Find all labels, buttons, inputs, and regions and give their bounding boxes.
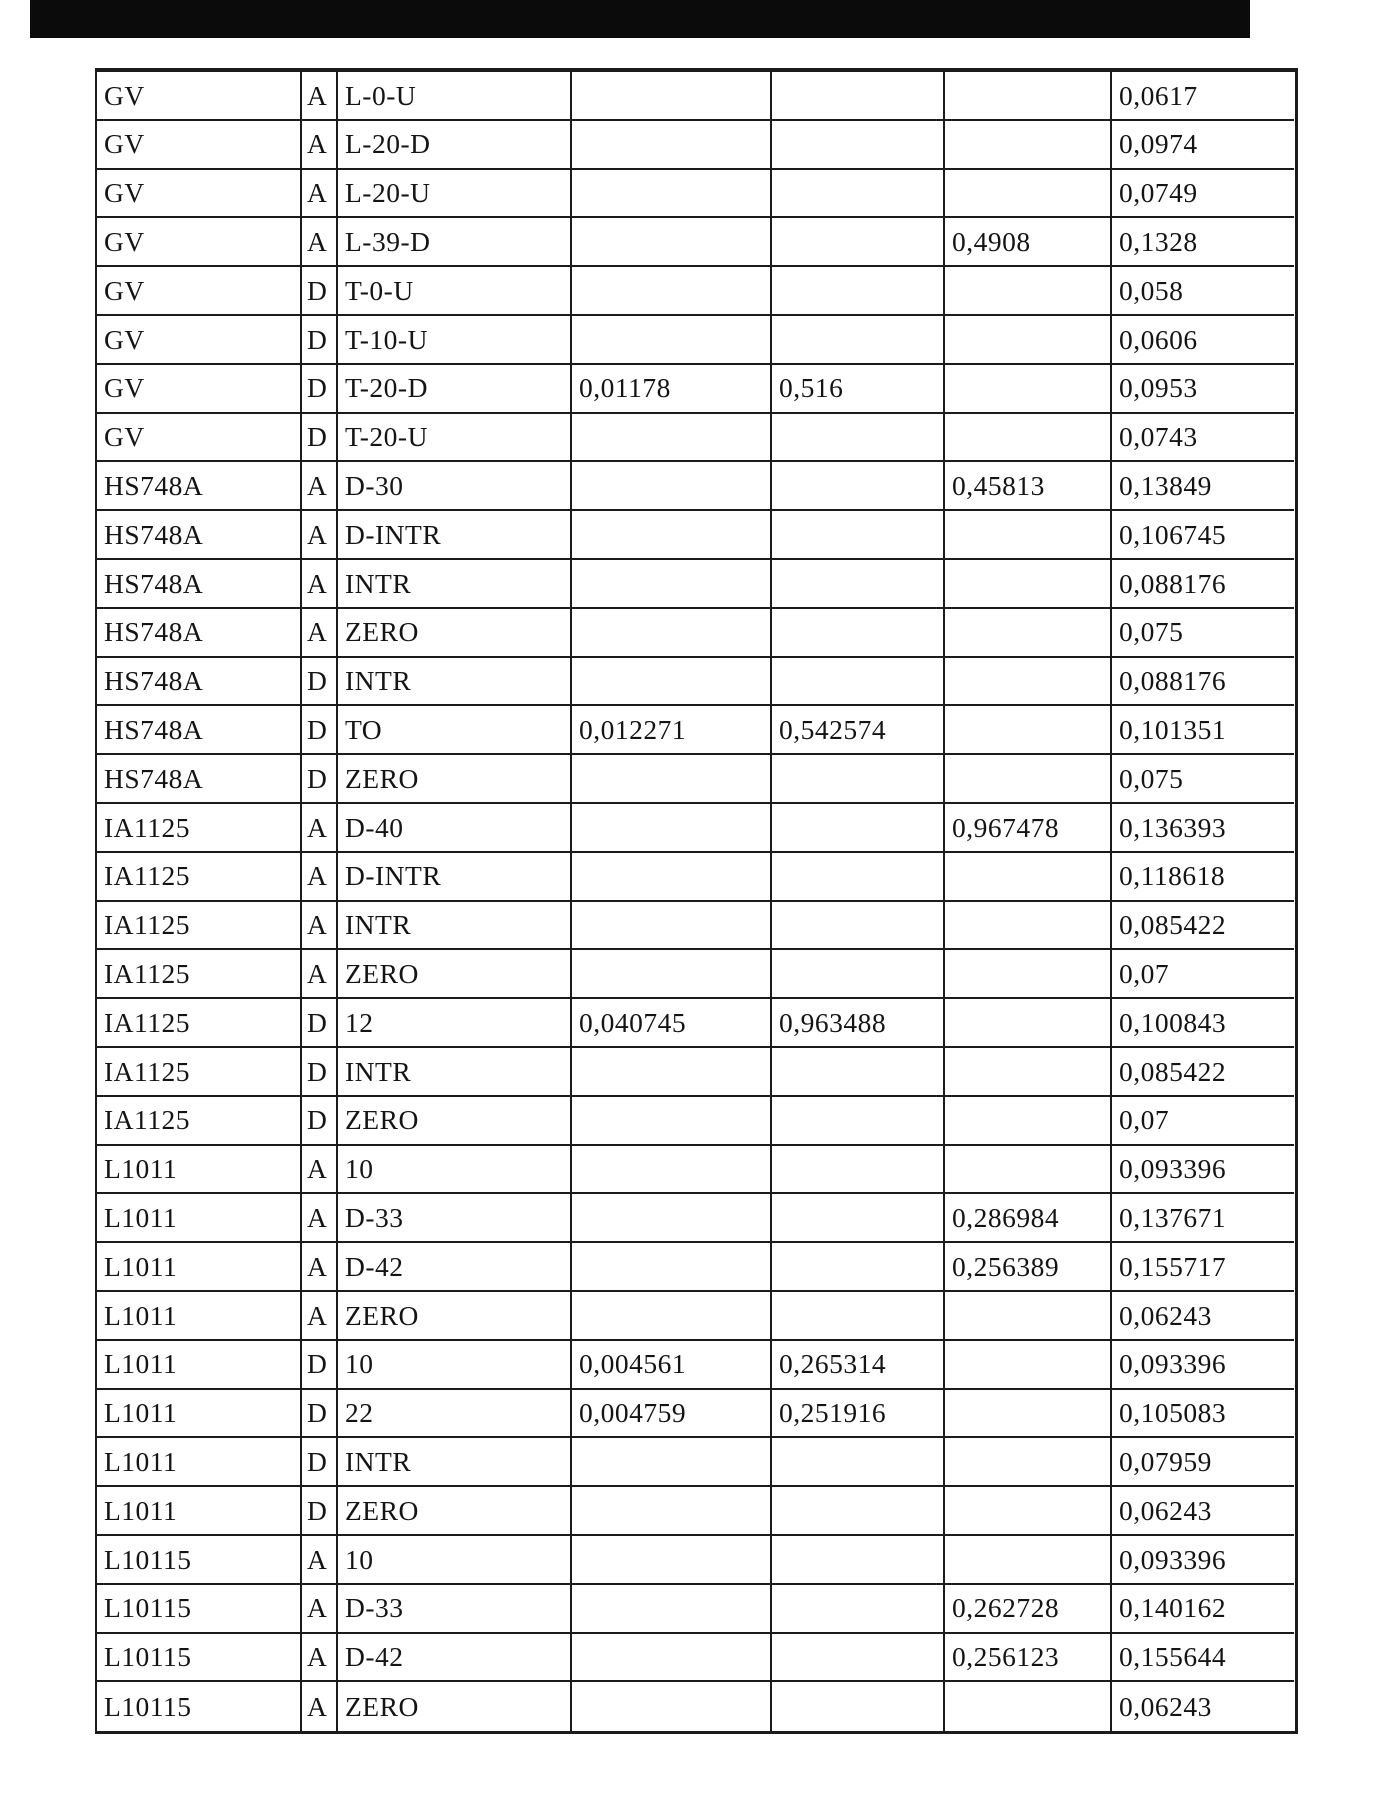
table-cell-value-2: 0,516 <box>772 365 945 414</box>
table-cell-value-1 <box>572 755 772 804</box>
table-cell-value-1 <box>572 560 772 609</box>
table-row <box>97 853 1295 902</box>
table-cell-value-3 <box>945 999 1112 1048</box>
table-cell-value-1 <box>572 121 772 170</box>
table-cell-value-2 <box>772 1585 945 1634</box>
table-cell-aircraft-type: L1011 <box>97 1438 302 1487</box>
table-cell-phase: A <box>302 902 338 951</box>
table-cell-value-3 <box>945 560 1112 609</box>
table-cell-value-4: 0,07 <box>1112 950 1294 999</box>
table-cell-configuration: ZERO <box>338 1292 572 1341</box>
table-cell-configuration: D-40 <box>338 804 572 853</box>
table-cell-value-2: 0,542574 <box>772 706 945 755</box>
table-cell-aircraft-type: HS748A <box>97 511 302 560</box>
table-row <box>97 1341 1295 1390</box>
table-cell-value-1 <box>572 1243 772 1292</box>
table-cell-value-4: 0,075 <box>1112 609 1294 658</box>
table-cell-phase: A <box>302 121 338 170</box>
table-cell-value-2 <box>772 1097 945 1146</box>
scanner-artifact-bar <box>30 0 1250 38</box>
table-row <box>97 365 1295 414</box>
table-cell-configuration: ZERO <box>338 1097 572 1146</box>
table-row <box>97 1438 1295 1487</box>
table-cell-value-1 <box>572 853 772 902</box>
table-cell-value-2 <box>772 267 945 316</box>
table-cell-phase: A <box>302 560 338 609</box>
table-cell-phase: A <box>302 462 338 511</box>
table-cell-value-3 <box>945 316 1112 365</box>
table-cell-aircraft-type: HS748A <box>97 462 302 511</box>
table-cell-phase: A <box>302 218 338 267</box>
table-cell-value-4: 0,0743 <box>1112 414 1294 463</box>
table-cell-configuration: 12 <box>338 999 572 1048</box>
table-cell-value-4: 0,101351 <box>1112 706 1294 755</box>
table-cell-value-3: 0,4908 <box>945 218 1112 267</box>
table-cell-configuration: L-0-U <box>338 72 572 121</box>
table-cell-value-3 <box>945 1341 1112 1390</box>
table-cell-configuration: D-42 <box>338 1634 572 1683</box>
table-cell-phase: A <box>302 170 338 219</box>
table-cell-value-3 <box>945 1438 1112 1487</box>
table-cell-value-3 <box>945 950 1112 999</box>
table-cell-aircraft-type: L1011 <box>97 1292 302 1341</box>
table-cell-aircraft-type: GV <box>97 267 302 316</box>
table-cell-value-4: 0,118618 <box>1112 853 1294 902</box>
table-cell-value-4: 0,088176 <box>1112 560 1294 609</box>
table-cell-value-4: 0,093396 <box>1112 1341 1294 1390</box>
table-cell-phase: D <box>302 999 338 1048</box>
table-cell-value-3: 0,286984 <box>945 1194 1112 1243</box>
table-row <box>97 267 1295 316</box>
table-cell-value-4: 0,100843 <box>1112 999 1294 1048</box>
table-cell-value-4: 0,075 <box>1112 755 1294 804</box>
table-cell-value-4: 0,0974 <box>1112 121 1294 170</box>
table-cell-value-3 <box>945 1097 1112 1146</box>
table-cell-value-3 <box>945 267 1112 316</box>
table-cell-phase: A <box>302 72 338 121</box>
table-cell-value-4: 0,106745 <box>1112 511 1294 560</box>
table-cell-value-3 <box>945 1146 1112 1195</box>
table-cell-value-2 <box>772 1194 945 1243</box>
table-cell-value-3: 0,45813 <box>945 462 1112 511</box>
table-cell-value-1 <box>572 1487 772 1536</box>
table-cell-value-3 <box>945 1292 1112 1341</box>
table-cell-value-2 <box>772 414 945 463</box>
table-cell-value-3 <box>945 658 1112 707</box>
table-cell-aircraft-type: L10115 <box>97 1536 302 1585</box>
table-cell-phase: D <box>302 1487 338 1536</box>
table-cell-value-1 <box>572 414 772 463</box>
table-cell-value-2 <box>772 462 945 511</box>
table-cell-phase: A <box>302 1634 338 1683</box>
table-row <box>97 1194 1295 1243</box>
table-cell-configuration: INTR <box>338 560 572 609</box>
table-cell-configuration: T-20-U <box>338 414 572 463</box>
table-cell-configuration: L-39-D <box>338 218 572 267</box>
table-row <box>97 511 1295 560</box>
table-cell-aircraft-type: GV <box>97 365 302 414</box>
table-cell-value-2 <box>772 1292 945 1341</box>
table-cell-aircraft-type: IA1125 <box>97 804 302 853</box>
table-cell-value-1 <box>572 218 772 267</box>
table-cell-configuration: D-INTR <box>338 511 572 560</box>
table-cell-value-1 <box>572 511 772 560</box>
table-cell-aircraft-type: GV <box>97 121 302 170</box>
table-cell-value-2 <box>772 1146 945 1195</box>
table-row <box>97 121 1295 170</box>
table-cell-aircraft-type: L1011 <box>97 1341 302 1390</box>
table-cell-aircraft-type: IA1125 <box>97 1097 302 1146</box>
table-cell-phase: D <box>302 1341 338 1390</box>
table-cell-value-2 <box>772 121 945 170</box>
table-row <box>97 804 1295 853</box>
table-cell-value-2 <box>772 511 945 560</box>
table-cell-value-2 <box>772 755 945 804</box>
table-cell-aircraft-type: GV <box>97 218 302 267</box>
table-cell-value-2 <box>772 658 945 707</box>
table-cell-value-1 <box>572 170 772 219</box>
table-row <box>97 1390 1295 1439</box>
table-cell-configuration: ZERO <box>338 755 572 804</box>
table-row <box>97 609 1295 658</box>
table-cell-value-4: 0,07959 <box>1112 1438 1294 1487</box>
table-cell-phase: A <box>302 1682 338 1731</box>
table-cell-value-4: 0,155717 <box>1112 1243 1294 1292</box>
table-cell-aircraft-type: L1011 <box>97 1146 302 1195</box>
table-cell-value-3 <box>945 1682 1112 1731</box>
table-cell-phase: D <box>302 1097 338 1146</box>
table-cell-value-2 <box>772 1487 945 1536</box>
table-cell-phase: D <box>302 658 338 707</box>
table-cell-phase: A <box>302 609 338 658</box>
table-cell-value-1: 0,01178 <box>572 365 772 414</box>
table-cell-phase: D <box>302 316 338 365</box>
table-cell-aircraft-type: HS748A <box>97 609 302 658</box>
table-cell-value-2: 0,963488 <box>772 999 945 1048</box>
table-row <box>97 1292 1295 1341</box>
table-cell-value-3 <box>945 121 1112 170</box>
table-cell-value-1 <box>572 658 772 707</box>
table-cell-value-2 <box>772 853 945 902</box>
table-row <box>97 170 1295 219</box>
data-table <box>95 68 1298 1734</box>
table-cell-value-3 <box>945 1536 1112 1585</box>
table-cell-value-3: 0,967478 <box>945 804 1112 853</box>
table-cell-value-1 <box>572 1146 772 1195</box>
table-cell-configuration: INTR <box>338 658 572 707</box>
table-cell-value-2 <box>772 950 945 999</box>
table-cell-value-3 <box>945 414 1112 463</box>
table-cell-aircraft-type: GV <box>97 414 302 463</box>
table-cell-value-3 <box>945 365 1112 414</box>
table-cell-aircraft-type: HS748A <box>97 755 302 804</box>
table-cell-value-2 <box>772 804 945 853</box>
table-cell-value-2 <box>772 1243 945 1292</box>
table-cell-value-1 <box>572 462 772 511</box>
table-row <box>97 414 1295 463</box>
table-cell-value-4: 0,093396 <box>1112 1146 1294 1195</box>
table-cell-configuration: 10 <box>338 1536 572 1585</box>
table-cell-value-1 <box>572 1097 772 1146</box>
table-row <box>97 1536 1295 1585</box>
table-cell-value-4: 0,140162 <box>1112 1585 1294 1634</box>
table-cell-value-2 <box>772 170 945 219</box>
table-cell-value-2 <box>772 902 945 951</box>
table-cell-value-4: 0,0617 <box>1112 72 1294 121</box>
table-cell-configuration: INTR <box>338 902 572 951</box>
table-cell-value-4: 0,0606 <box>1112 316 1294 365</box>
table-cell-phase: A <box>302 511 338 560</box>
table-cell-aircraft-type: L1011 <box>97 1390 302 1439</box>
table-cell-value-1 <box>572 316 772 365</box>
table-cell-configuration: ZERO <box>338 1682 572 1731</box>
table-cell-value-4: 0,085422 <box>1112 902 1294 951</box>
table-cell-value-3 <box>945 609 1112 658</box>
table-cell-phase: A <box>302 853 338 902</box>
table-cell-value-3 <box>945 72 1112 121</box>
table-cell-phase: D <box>302 1390 338 1439</box>
table-cell-phase: D <box>302 414 338 463</box>
table-row <box>97 999 1295 1048</box>
table-cell-aircraft-type: L10115 <box>97 1634 302 1683</box>
table-cell-value-1 <box>572 609 772 658</box>
table-cell-value-4: 0,06243 <box>1112 1292 1294 1341</box>
table-row <box>97 950 1295 999</box>
table-row <box>97 1243 1295 1292</box>
table-cell-value-4: 0,058 <box>1112 267 1294 316</box>
table-cell-value-4: 0,06243 <box>1119 1690 1212 1722</box>
table-row <box>97 1048 1295 1097</box>
table-row <box>97 72 1295 121</box>
table-row <box>97 218 1295 267</box>
table-cell-value-2 <box>772 1438 945 1487</box>
table-cell-value-3: 0,262728 <box>945 1585 1112 1634</box>
table-cell-aircraft-type: IA1125 <box>97 902 302 951</box>
table-cell-value-1: 0,004759 <box>572 1390 772 1439</box>
table-cell-phase: D <box>302 365 338 414</box>
table-cell-configuration: 10 <box>338 1146 572 1195</box>
table-cell-configuration: T-0-U <box>338 267 572 316</box>
table-cell-phase: A <box>302 950 338 999</box>
table-cell-configuration: T-20-D <box>338 365 572 414</box>
table-cell-configuration: D-42 <box>338 1243 572 1292</box>
table-cell-value-4: 0,093396 <box>1112 1536 1294 1585</box>
table-cell-value-1 <box>572 1194 772 1243</box>
table-cell-value-2: 0,251916 <box>772 1390 945 1439</box>
table-cell-value-4: 0,0749 <box>1112 170 1294 219</box>
table-cell-configuration: L-20-U <box>338 170 572 219</box>
table-cell-configuration: D-33 <box>338 1585 572 1634</box>
table-cell-aircraft-type: GV <box>97 170 302 219</box>
table-cell-value-1 <box>572 72 772 121</box>
table-row <box>97 755 1295 804</box>
table-cell-configuration: T-10-U <box>338 316 572 365</box>
table-cell-value-1: 0,012271 <box>572 706 772 755</box>
table-cell-aircraft-type: IA1125 <box>97 950 302 999</box>
table-cell-value-3 <box>945 706 1112 755</box>
table-cell-value-4: 0,136393 <box>1112 804 1294 853</box>
table-cell-value-4: 0,155644 <box>1112 1634 1294 1683</box>
table-cell-value-1: 0,004561 <box>572 1341 772 1390</box>
table-cell-configuration: 10 <box>338 1341 572 1390</box>
table-cell-value-2 <box>772 609 945 658</box>
table-cell-aircraft-type: IA1125 <box>97 853 302 902</box>
table-row <box>97 1634 1295 1683</box>
table-cell-value-3 <box>945 1390 1112 1439</box>
table-cell-phase: D <box>302 706 338 755</box>
table-cell-value-3 <box>945 902 1112 951</box>
table-cell-aircraft-type: GV <box>97 316 302 365</box>
table-cell-value-4: 0,06243 <box>1112 1487 1294 1536</box>
table-row <box>97 706 1295 755</box>
table-cell-value-4: 0,0953 <box>1112 365 1294 414</box>
table-cell-value-2 <box>772 1682 945 1731</box>
table-cell-value-1 <box>572 1682 772 1731</box>
table-cell-aircraft-type: L10115 <box>97 1585 302 1634</box>
table-cell-aircraft-type: HS748A <box>97 658 302 707</box>
table-cell-aircraft-type: IA1125 <box>97 1048 302 1097</box>
table-cell-value-3 <box>945 1048 1112 1097</box>
table-cell-phase: A <box>302 1243 338 1292</box>
table-cell-phase: D <box>302 1048 338 1097</box>
table-cell-value-1 <box>572 804 772 853</box>
table-cell-value-2 <box>772 560 945 609</box>
table-row <box>97 316 1295 365</box>
table-cell-value-4: 0,1328 <box>1112 218 1294 267</box>
table-cell-value-3 <box>945 853 1112 902</box>
table-cell-value-4: 0,13849 <box>1112 462 1294 511</box>
table-cell-value-4: 0,085422 <box>1112 1048 1294 1097</box>
table-cell-value-1 <box>572 1292 772 1341</box>
table-cell-value-3 <box>945 1487 1112 1536</box>
table-cell-phase: D <box>302 755 338 804</box>
table-cell-phase: A <box>302 1536 338 1585</box>
table-cell-value-3: 0,256123 <box>945 1634 1112 1683</box>
table-cell-configuration: D-33 <box>338 1194 572 1243</box>
table-cell-aircraft-type: IA1125 <box>97 999 302 1048</box>
table-cell-value-4: 0,07 <box>1112 1097 1294 1146</box>
table-cell-aircraft-type: L1011 <box>97 1194 302 1243</box>
table-cell-configuration: L-20-D <box>338 121 572 170</box>
table-cell-value-4: 0,088176 <box>1112 658 1294 707</box>
table-row <box>97 560 1295 609</box>
table-cell-value-2 <box>772 72 945 121</box>
table-cell-value-1 <box>572 1048 772 1097</box>
table-cell-value-1: 0,040745 <box>572 999 772 1048</box>
table-cell-configuration: D-INTR <box>338 853 572 902</box>
table-cell-configuration: INTR <box>338 1438 572 1487</box>
table-cell-configuration: 22 <box>338 1390 572 1439</box>
table-cell-configuration: ZERO <box>338 950 572 999</box>
table-cell-value-1 <box>572 267 772 316</box>
table-row <box>97 1585 1295 1634</box>
table-cell-value-3 <box>945 755 1112 804</box>
table-cell-phase: D <box>302 1438 338 1487</box>
table-cell-phase: A <box>302 1585 338 1634</box>
table-cell-configuration: D-30 <box>338 462 572 511</box>
table-cell-configuration: ZERO <box>338 609 572 658</box>
table-cell-phase: D <box>302 267 338 316</box>
table-cell-value-1 <box>572 1634 772 1683</box>
table-cell-configuration: INTR <box>338 1048 572 1097</box>
table-row <box>97 1682 1295 1731</box>
table-cell-configuration: TO <box>338 706 572 755</box>
table-row <box>97 902 1295 951</box>
table-cell-value-1 <box>572 1438 772 1487</box>
table-row <box>97 462 1295 511</box>
table-cell-value-2: 0,265314 <box>772 1341 945 1390</box>
table-cell-value-1 <box>572 950 772 999</box>
table-cell-value-3 <box>945 170 1112 219</box>
table-cell-phase: A <box>302 804 338 853</box>
table-cell-value-4: 0,137671 <box>1112 1194 1294 1243</box>
table-row <box>97 1487 1295 1536</box>
table-cell-phase: A <box>302 1194 338 1243</box>
table-cell-value-1 <box>572 902 772 951</box>
table-cell-value-2 <box>772 1536 945 1585</box>
table-cell-aircraft-type: HS748A <box>97 560 302 609</box>
table-cell-value-1 <box>572 1536 772 1585</box>
table-cell-aircraft-type: L1011 <box>97 1487 302 1536</box>
table-cell-value-2 <box>772 316 945 365</box>
table-cell-value-2 <box>772 1634 945 1683</box>
table-cell-value-3: 0,256389 <box>945 1243 1112 1292</box>
table-cell-aircraft-type: L10115 <box>97 1682 302 1731</box>
table-cell-value-2 <box>772 218 945 267</box>
table-cell-aircraft-type: L1011 <box>97 1243 302 1292</box>
table-row <box>97 1097 1295 1146</box>
table-cell-value-3 <box>945 511 1112 560</box>
table-cell-value-4: 0,105083 <box>1112 1390 1294 1439</box>
table-cell-value-1 <box>572 1585 772 1634</box>
table-row <box>97 1146 1295 1195</box>
table-cell-aircraft-type: HS748A <box>97 706 302 755</box>
table-row <box>97 658 1295 707</box>
table-cell-aircraft-type: GV <box>97 72 302 121</box>
table-cell-phase: A <box>302 1146 338 1195</box>
table-cell-value-2 <box>772 1048 945 1097</box>
table-cell-configuration: ZERO <box>338 1487 572 1536</box>
table-cell-phase: A <box>302 1292 338 1341</box>
